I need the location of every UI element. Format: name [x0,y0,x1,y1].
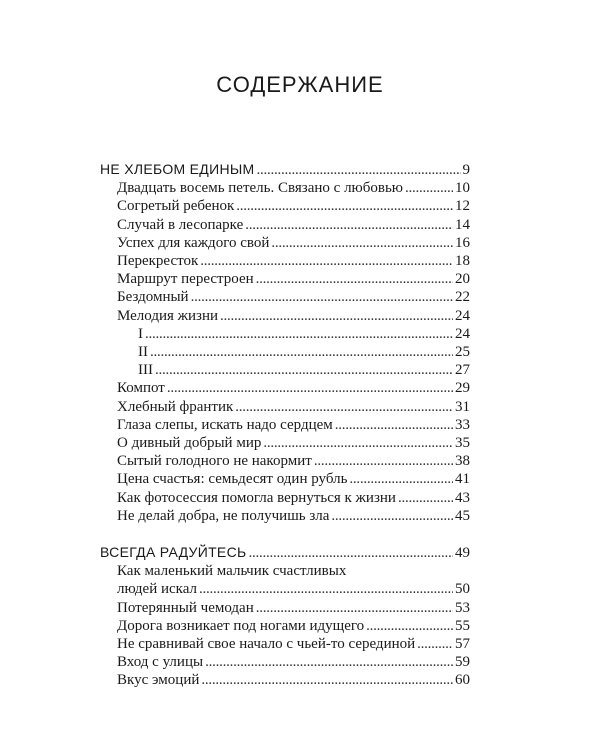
toc-entry-label: Вкус эмоций [117,672,200,689]
toc-subentry[interactable] [100,361,470,379]
toc-page-number: 24 [455,325,470,342]
dot-leader [256,599,453,617]
toc-entry-label: Сытый голодного не накормит [117,453,312,470]
toc-entry-label: Не сравнивай свое начало с чьей-то серединой [117,636,416,653]
dot-leader [150,343,453,361]
dot-leader [191,288,453,306]
dot-leader [167,379,453,397]
toc-page-number: 25 [455,344,470,361]
dot-leader [271,234,453,252]
toc-entry[interactable] [100,379,470,397]
dot-leader [205,653,453,671]
toc-page-number: 22 [455,289,470,306]
toc-entry[interactable] [100,452,470,470]
toc-entry-label: I [138,325,143,342]
toc-entry-first-line[interactable] [100,562,470,580]
toc-entry[interactable] [100,179,470,197]
toc-heading-label: ВСЕГДА РАДУЙТЕСЬ [100,544,247,561]
toc-subentry[interactable] [100,343,470,361]
dot-leader [349,470,453,488]
dot-leader [220,307,453,325]
toc-page-number: 49 [455,545,470,562]
toc-page-number: 14 [455,216,470,233]
toc-entry[interactable] [100,653,470,671]
dot-leader [245,216,453,234]
dot-leader [405,179,453,197]
toc-heading[interactable] [100,543,470,562]
toc-page-number: 29 [455,380,470,397]
toc-entry[interactable] [100,216,470,234]
toc-entry[interactable] [100,635,470,653]
toc-subentry[interactable] [100,325,470,343]
toc-entry-label: Не делай добра, не получишь зла [117,507,330,524]
toc-entry[interactable] [100,434,470,452]
toc-page-number: 31 [455,398,470,415]
dot-leader [366,617,453,635]
toc-entry[interactable] [100,270,470,288]
toc-page-number: 45 [455,507,470,524]
dot-leader [145,325,453,343]
toc-entry[interactable] [100,599,470,617]
toc-page-number: 59 [455,654,470,671]
toc-entry[interactable] [100,617,470,635]
toc-heading-label: НЕ ХЛЕБОМ ЕДИНЫМ [100,161,255,177]
dot-leader [200,252,453,270]
dot-leader [235,398,453,416]
toc-page-number: 18 [455,253,470,270]
page-title: СОДЕРЖАНИЕ [216,72,384,97]
dot-leader [417,635,453,653]
toc-entry-label: Глаза слепы, искать надо сердцем [117,416,333,433]
toc-page-number: 20 [455,271,470,288]
toc-entry[interactable] [100,307,470,325]
dot-leader [155,361,453,379]
toc-entry-label: Компот [117,380,165,397]
toc-entry-continuation: людей искал [117,581,198,598]
toc-page-number: 50 [455,581,470,598]
toc-entry-label: Как фотосессия помогла вернуться к жизни [117,489,396,506]
toc-entry-label: Успех для каждого свой [117,234,270,251]
toc-entry-label: Мелодия жизни [117,307,219,324]
toc-entry-label: Потерянный чемодан [117,599,254,616]
toc-page-number: 57 [455,636,470,653]
dot-leader [236,197,453,215]
toc-page-number: 12 [455,198,470,215]
dot-leader [263,434,453,452]
toc-entry-label: О дивный добрый мир [117,435,262,452]
toc-entry-label: Двадцать восемь петель. Связано с любовью [117,180,404,197]
toc-page-number: 9 [462,162,470,178]
toc-entry-label: Случай в лесопарке [117,216,244,233]
dot-leader [256,270,453,288]
dot-leader [335,416,453,434]
dot-leader [314,452,453,470]
toc-page-number: 43 [455,489,470,506]
toc-entry[interactable] [100,252,470,270]
toc-page-number: 27 [455,362,470,379]
toc-entry-label: Перекресток [117,253,199,270]
toc-page-number: 10 [455,180,470,197]
toc-heading[interactable] [100,160,470,179]
toc-entry[interactable] [100,288,470,306]
toc-page-number: 41 [455,471,470,488]
toc-page-number: 35 [455,435,470,452]
toc-page-number: 60 [455,672,470,689]
dot-leader [201,671,453,689]
toc-entry[interactable] [100,507,470,525]
dot-leader [398,489,453,507]
toc-entry[interactable] [100,197,470,215]
toc-entry-label: Согретый ребенок [117,198,235,215]
toc-entry-label: Бездомный [117,289,189,306]
dot-leader [248,544,453,562]
toc-entry-label: II [138,344,148,361]
toc-entry[interactable] [100,470,470,488]
toc-page-number: 38 [455,453,470,470]
toc-page-number: 53 [455,599,470,616]
toc-entry[interactable] [100,398,470,416]
toc-page-number: 16 [455,234,470,251]
toc-entry[interactable] [100,580,470,598]
toc-page-number: 55 [455,617,470,634]
table-of-contents [100,160,470,690]
toc-entry-label: Как маленький мальчик счастливых [117,563,347,580]
toc-page-number: 33 [455,416,470,433]
dot-leader [257,161,461,179]
toc-entry-label: III [138,362,153,379]
toc-entry[interactable] [100,234,470,252]
toc-entry-label: Цена счастья: семьдесят один рубль [117,471,348,488]
toc-section-2 [100,543,470,690]
dot-leader [331,507,453,525]
toc-page-number: 24 [455,307,470,324]
toc-entry-label: Вход с улицы [117,654,204,671]
toc-entry[interactable] [100,416,470,434]
toc-entry[interactable] [100,671,470,689]
toc-entry[interactable] [100,489,470,507]
toc-entry-label: Хлебный франтик [117,398,234,415]
toc-section-1 [100,160,470,525]
toc-entry-label: Маршрут перестроен [117,271,254,288]
toc-entry-label: Дорога возникает под ногами идущего [117,617,365,634]
dot-leader [199,580,453,598]
